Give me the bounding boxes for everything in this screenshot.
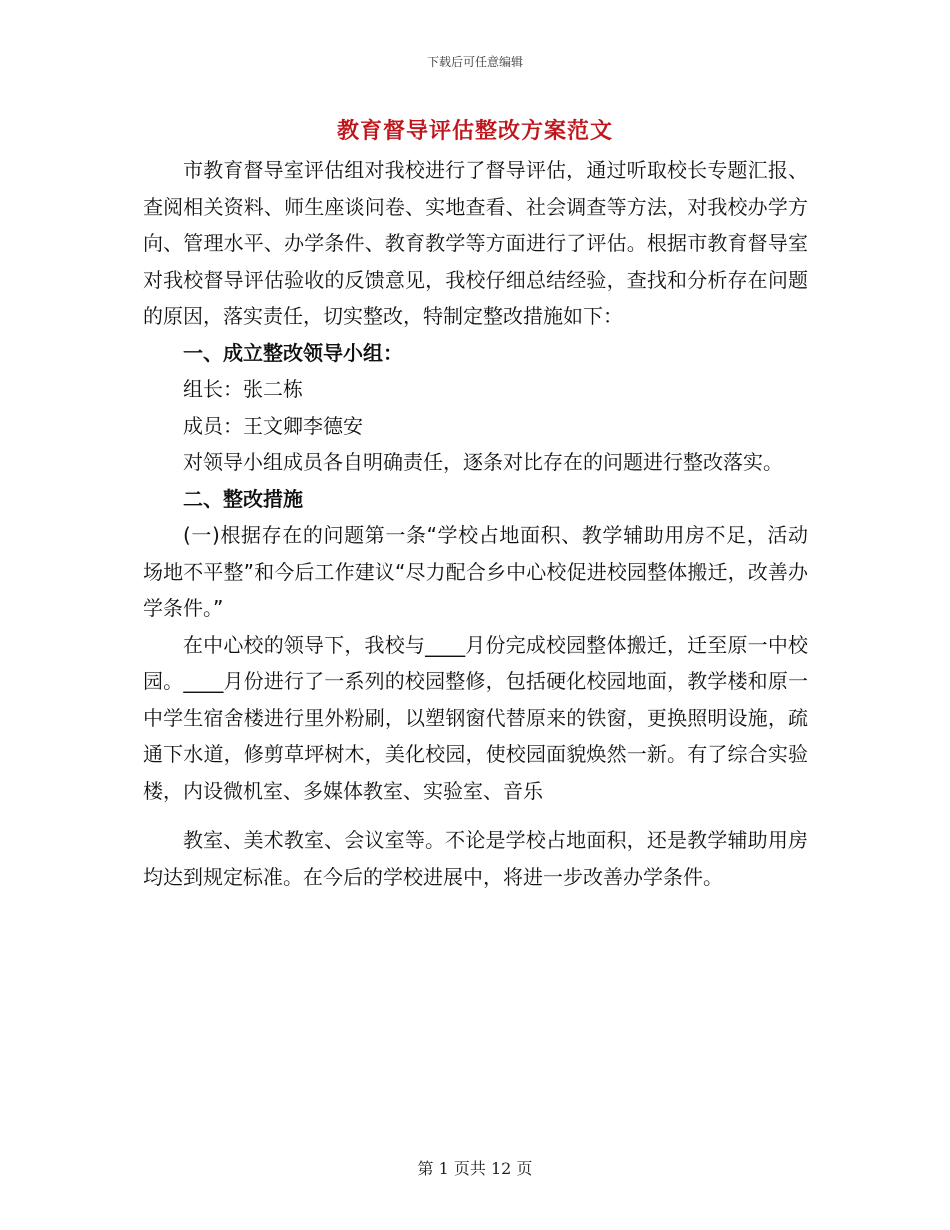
section-heading-1: 一、成立整改领导小组： (183, 340, 403, 365)
intro-paragraph: 市教育督导室评估组对我校进行了督导评估，通过听取校长专题汇报、查阅相关资料、师生座谈问卷、实地查看、社会调查等方法，对我校办学方向、管理水平、办学条件、教育教学等方面进行了评估。根据市教育督导室对我校督导评估验收的反馈意见，我校仔细总结经验，查找和分析存在问题的原因，落实责任，切实整改，特制定整改措施如下： (143, 158, 808, 328)
section-heading-2: 二、整改措施 (183, 486, 303, 511)
measure-1-paragraph: (一)根据存在的问题第一条“学校占地面积、教学辅助用房不足，活动场地不平整”和今后工作建议“尽力配合乡中心校促进校园整体搬迁，改善办学条件。” (143, 523, 808, 620)
facilities-paragraph: 教室、美术教室、会议室等。不论是学校占地面积，还是教学辅助用房均达到规定标准。在今后的学校进展中，将进一步改善办学条件。 (143, 828, 808, 889)
document-body (143, 152, 808, 895)
page-header: 下载后可任意编辑 (426, 55, 523, 69)
document-title: 教育督导评估整改方案范文 (336, 119, 613, 144)
relocation-paragraph: 在中心校的领导下，我校与____月份完成校园整体搬迁，迁至原一中校园。____月份进行了一系列的校园整修，包括硬化校园地面，教学楼和原一中学生宿舍楼进行里外粉刷，以塑钢窗代替原来的铁窗，更换照明设施，疏通下水道，修剪草坪树木，美化校园，使校园面貌焕然一新。有了综合实验楼，内设微机室、多媒体教室、实验室、音乐 (143, 632, 808, 803)
team-members-line: 成员：王文卿李德安 (183, 413, 363, 438)
responsibility-paragraph: 对领导小组成员各自明确责任，逐条对比存在的问题进行整改落实。 (183, 450, 783, 474)
page-footer: 第 1 页共 12 页 (417, 1159, 533, 1178)
team-leader-line: 组长：张二栋 (183, 377, 303, 401)
